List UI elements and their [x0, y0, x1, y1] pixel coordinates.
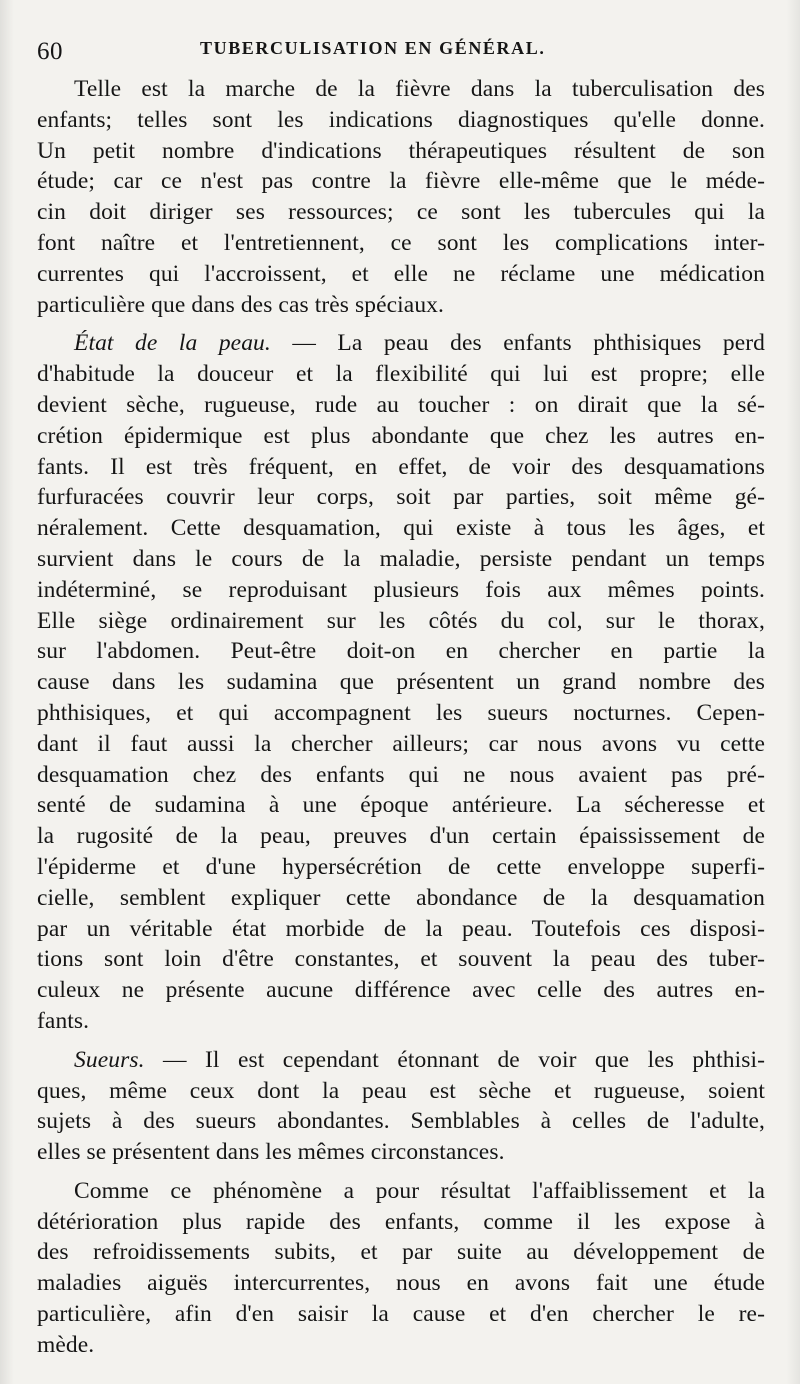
left-edge-shade — [0, 0, 14, 1384]
line-text: crétion épidermique est plus abondante que chez les autres en- — [37, 422, 765, 449]
text-line — [37, 166, 765, 197]
text-line — [37, 914, 765, 945]
line-text: ques, même ceux dont la peau est sèche et rugueuse, soient — [37, 1077, 765, 1104]
line-text: font naître et l'entretiennent, ce sont les complications inter- — [37, 229, 765, 256]
text-line — [37, 482, 765, 513]
line-text: desquamation chez des enfants qui ne nous avaient pas pré- — [37, 761, 765, 788]
line-text: cin doit diriger ses ressources; ce sont les tubercules qui la — [37, 199, 765, 226]
text-line — [37, 197, 765, 228]
line-text: dant il faut aussi la chercher ailleurs; car nous avons vu cette — [37, 730, 765, 757]
text-line — [37, 359, 765, 390]
line-text: furfuracées couvrir leur corps, soit par parties, soit même gé- — [37, 484, 765, 511]
paragraph-gap — [37, 1168, 765, 1176]
text-line — [37, 544, 765, 575]
text-line — [37, 1237, 765, 1268]
line-text: fants. — [37, 1007, 90, 1034]
line-text: particulière que dans des cas très spéciaux. — [37, 291, 444, 318]
line-text: d'habitude la douceur et la flexibilité qui lui est propre; elle — [37, 361, 765, 388]
line-text: maladies aiguës intercurrentes, nous en avons fait une étude — [37, 1270, 765, 1297]
line-text: la rugosité de la peau, preuves d'un certain épaississement de — [37, 823, 765, 850]
text-line — [37, 636, 765, 667]
text-line — [37, 328, 765, 359]
line-text: l'épiderme et d'une hypersécrétion de cette enveloppe superfi- — [37, 853, 765, 880]
text-line — [37, 105, 765, 136]
text-line — [37, 667, 765, 698]
text-line — [37, 259, 765, 290]
text-line — [37, 975, 765, 1006]
text-line — [37, 136, 765, 167]
line-text: par un véritable état morbide de la peau. Toutefois ces disposi- — [37, 915, 765, 942]
text-line — [37, 1045, 765, 1076]
section-heading: État de la peau. — [74, 330, 271, 357]
line-text: enfants; telles sont les indications diagnostiques qu'elle donne. — [37, 106, 765, 133]
line-text: Un petit nombre d'indications thérapeutiques résultent de son — [37, 137, 765, 164]
text-line — [37, 1006, 765, 1037]
text-line — [37, 821, 765, 852]
line-text: étude; car ce n'est pas contre la fièvre elle-même que le méde- — [37, 168, 765, 195]
line-text: sujets à des sueurs abondantes. Semblables à celles de l'adulte, — [37, 1108, 765, 1135]
line-text: cause dans les sudamina que présentent un grand nombre des — [37, 669, 765, 696]
line-text: tions sont loin d'être constantes, et souvent la peau des tuber- — [37, 946, 765, 973]
text-line — [37, 575, 765, 606]
text-line — [37, 1076, 765, 1107]
line-text: particulière, afin d'en saisir la cause et d'en chercher le re- — [37, 1301, 765, 1328]
line-text: — Il est cependant étonnant de voir que les phthisi- — [144, 1046, 765, 1073]
text-line — [37, 1299, 765, 1330]
page-number: 60 — [37, 38, 63, 65]
section-heading: Sueurs. — [74, 1046, 145, 1073]
right-edge-shade — [786, 0, 800, 1384]
text-line — [37, 421, 765, 452]
text-line — [37, 760, 765, 791]
line-text: Comme ce phénomène a pour résultat l'affaiblissement et la — [74, 1177, 765, 1204]
line-text: elles se présentent dans les mêmes circonstances. — [37, 1139, 505, 1166]
line-text: phthisiques, et qui accompagnent les sueurs nocturnes. Cepen- — [37, 699, 765, 726]
text-line — [37, 1268, 765, 1299]
paragraph-gap — [37, 1037, 765, 1045]
text-line — [37, 390, 765, 421]
paragraph-gap — [37, 320, 765, 328]
text-line — [37, 513, 765, 544]
text-line — [37, 1106, 765, 1137]
line-text: — La peau des enfants phthisiques perd — [270, 330, 766, 357]
text-line — [37, 698, 765, 729]
text-line — [37, 790, 765, 821]
line-text: Telle est la marche de la fièvre dans la tuberculisation des — [74, 76, 765, 102]
line-text: néralement. Cette desquamation, qui existe à tous les âges, et — [37, 515, 765, 542]
line-text: culeux ne présente aucune différence avec celle des autres en- — [37, 977, 765, 1004]
line-text: fants. Il est très fréquent, en effet, de voir des desquamations — [37, 453, 765, 480]
line-text: devient sèche, rugueuse, rude au toucher : on dirait que la sé- — [37, 391, 765, 418]
text-line — [37, 944, 765, 975]
text-line — [37, 1137, 765, 1168]
line-text: indéterminé, se reproduisant plusieurs fois aux mêmes points. — [37, 576, 765, 603]
line-text: survient dans le cours de la maladie, persiste pendant un temps — [37, 545, 765, 572]
line-text: senté de sudamina à une époque antérieure. La sécheresse et — [37, 792, 765, 819]
line-text: détérioration plus rapide des enfants, comme il les expose à — [37, 1208, 765, 1235]
line-text: Elle siège ordinairement sur les côtés du col, sur le thorax, — [37, 607, 765, 634]
text-line — [37, 1330, 765, 1361]
text-line — [37, 74, 765, 105]
text-line — [37, 1207, 765, 1238]
line-text: des refroidissements subits, et par suite au développement de — [37, 1239, 765, 1266]
line-text: currentes qui l'accroissent, et elle ne réclame une médication — [37, 260, 765, 287]
text-line — [37, 606, 765, 637]
text-line — [37, 852, 765, 883]
line-text: mède. — [37, 1331, 95, 1358]
running-head: TUBERCULISATION EN GÉNÉRAL. — [200, 38, 546, 58]
text-line — [37, 1176, 765, 1207]
text-line — [37, 729, 765, 760]
text-line — [37, 290, 765, 321]
text-line — [37, 883, 765, 914]
body-text — [37, 74, 765, 1361]
text-line — [37, 452, 765, 483]
text-line — [37, 228, 765, 259]
line-text: sur l'abdomen. Peut-être doit-on en chercher en partie la — [37, 638, 765, 665]
line-text: cielle, semblent expliquer cette abondance de la desquamation — [37, 884, 765, 911]
